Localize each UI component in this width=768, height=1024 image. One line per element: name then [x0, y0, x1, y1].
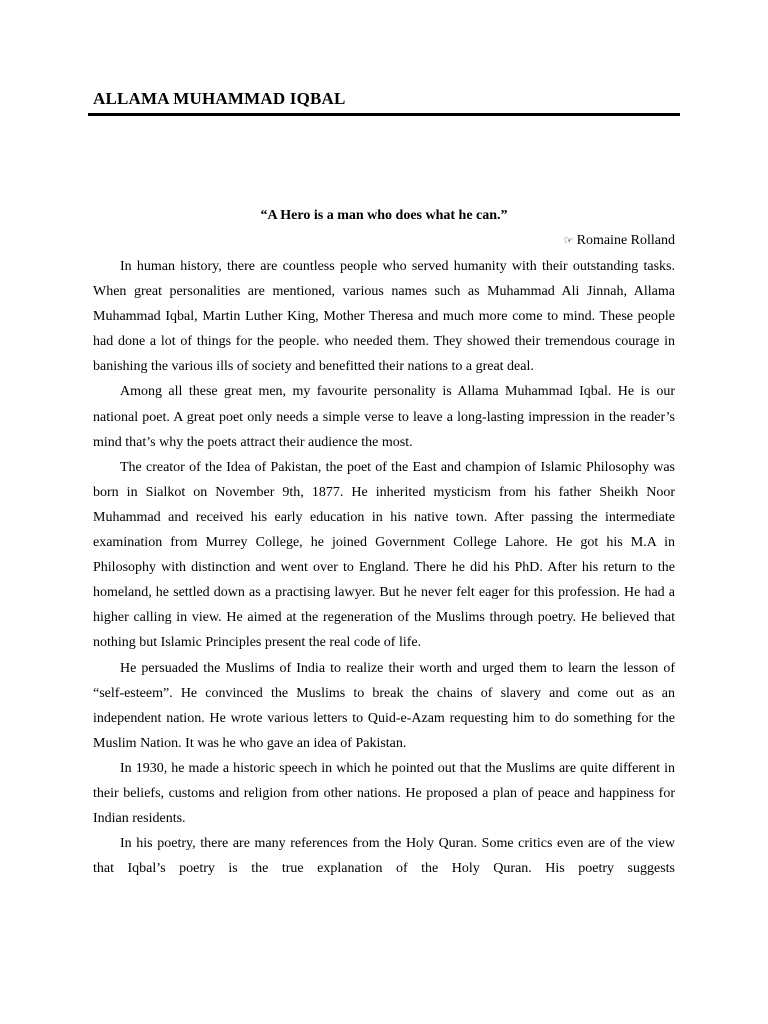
paragraph-5: In 1930, he made a historic speech in which he pointed out that the Muslims are quite different in their beliefs, customs and religion from other nations. He proposed a plan of peace and happiness for Indian residents.	[93, 760, 675, 827]
paragraph-3: The creator of the Idea of Pakistan, the poet of the East and champion of Islamic Philosophy was born in Sialkot on November 9th, 1877. He inherited mysticism from his father Sheikh Noor Muhammad and received his early education in his native town. After passing the intermediate examination from Murrey College, he joined Government College Lahore. He got his M.A in Philosophy with distinction and went over to England. There he did his PhD. After his return to the homeland, he settled down as a practising lawyer. But he never felt eager for this profession. He had a higher calling in view. He aimed at the regeneration of the Muslims through poetry. He believed that nothing but Islamic Principles present the real code of life.	[93, 459, 675, 651]
paragraph-2: Among all these great men, my favourite personality is Allama Muhammad Iqbal. He is our national poet. A great poet only needs a simple verse to leave a long-lasting impression in the reader’s mind that’s why the poets attract their audience the most.	[93, 384, 675, 450]
quote-attribution	[93, 228, 675, 254]
attribution-author: Romaine Rolland	[576, 233, 675, 248]
paragraph-4: He persuaded the Muslims of India to realize their worth and urged them to learn the lesson of “self-esteem”. He convinced the Muslims to break the chains of slavery and come out as an independent nation. He wrote various letters to Quid-e-Azam requesting him to do something for the Muslim Nation. It was he who gave an idea of Pakistan.	[93, 660, 675, 751]
paragraph-1: In human history, there are countless people who served humanity with their outstanding tasks. When great personalities are mentioned, various names such as Muhammad Ali Jinnah, Allama Muhammad Iqbal, Martin Luther King, Mother Theresa and much more come to mind. These people had done a lot of things for the people. who needed them. They showed their tremendous courage in banishing the various ills of society and benefitted their nations to a great deal.	[93, 259, 675, 375]
pointing-hand-icon: ☞	[563, 235, 574, 247]
document-page	[93, 88, 675, 881]
title-underline	[88, 113, 680, 116]
epigraph-quote: “A Hero is a man who does what he can.”	[260, 208, 508, 223]
document-title: ALLAMA MUHAMMAD IQBAL	[93, 89, 346, 108]
paragraph-6: In his poetry, there are many references from the Holy Quran. Some critics even are of the view that Iqbal’s poetry is the true explanation of the Holy Quran. His poetry suggests	[93, 836, 675, 877]
